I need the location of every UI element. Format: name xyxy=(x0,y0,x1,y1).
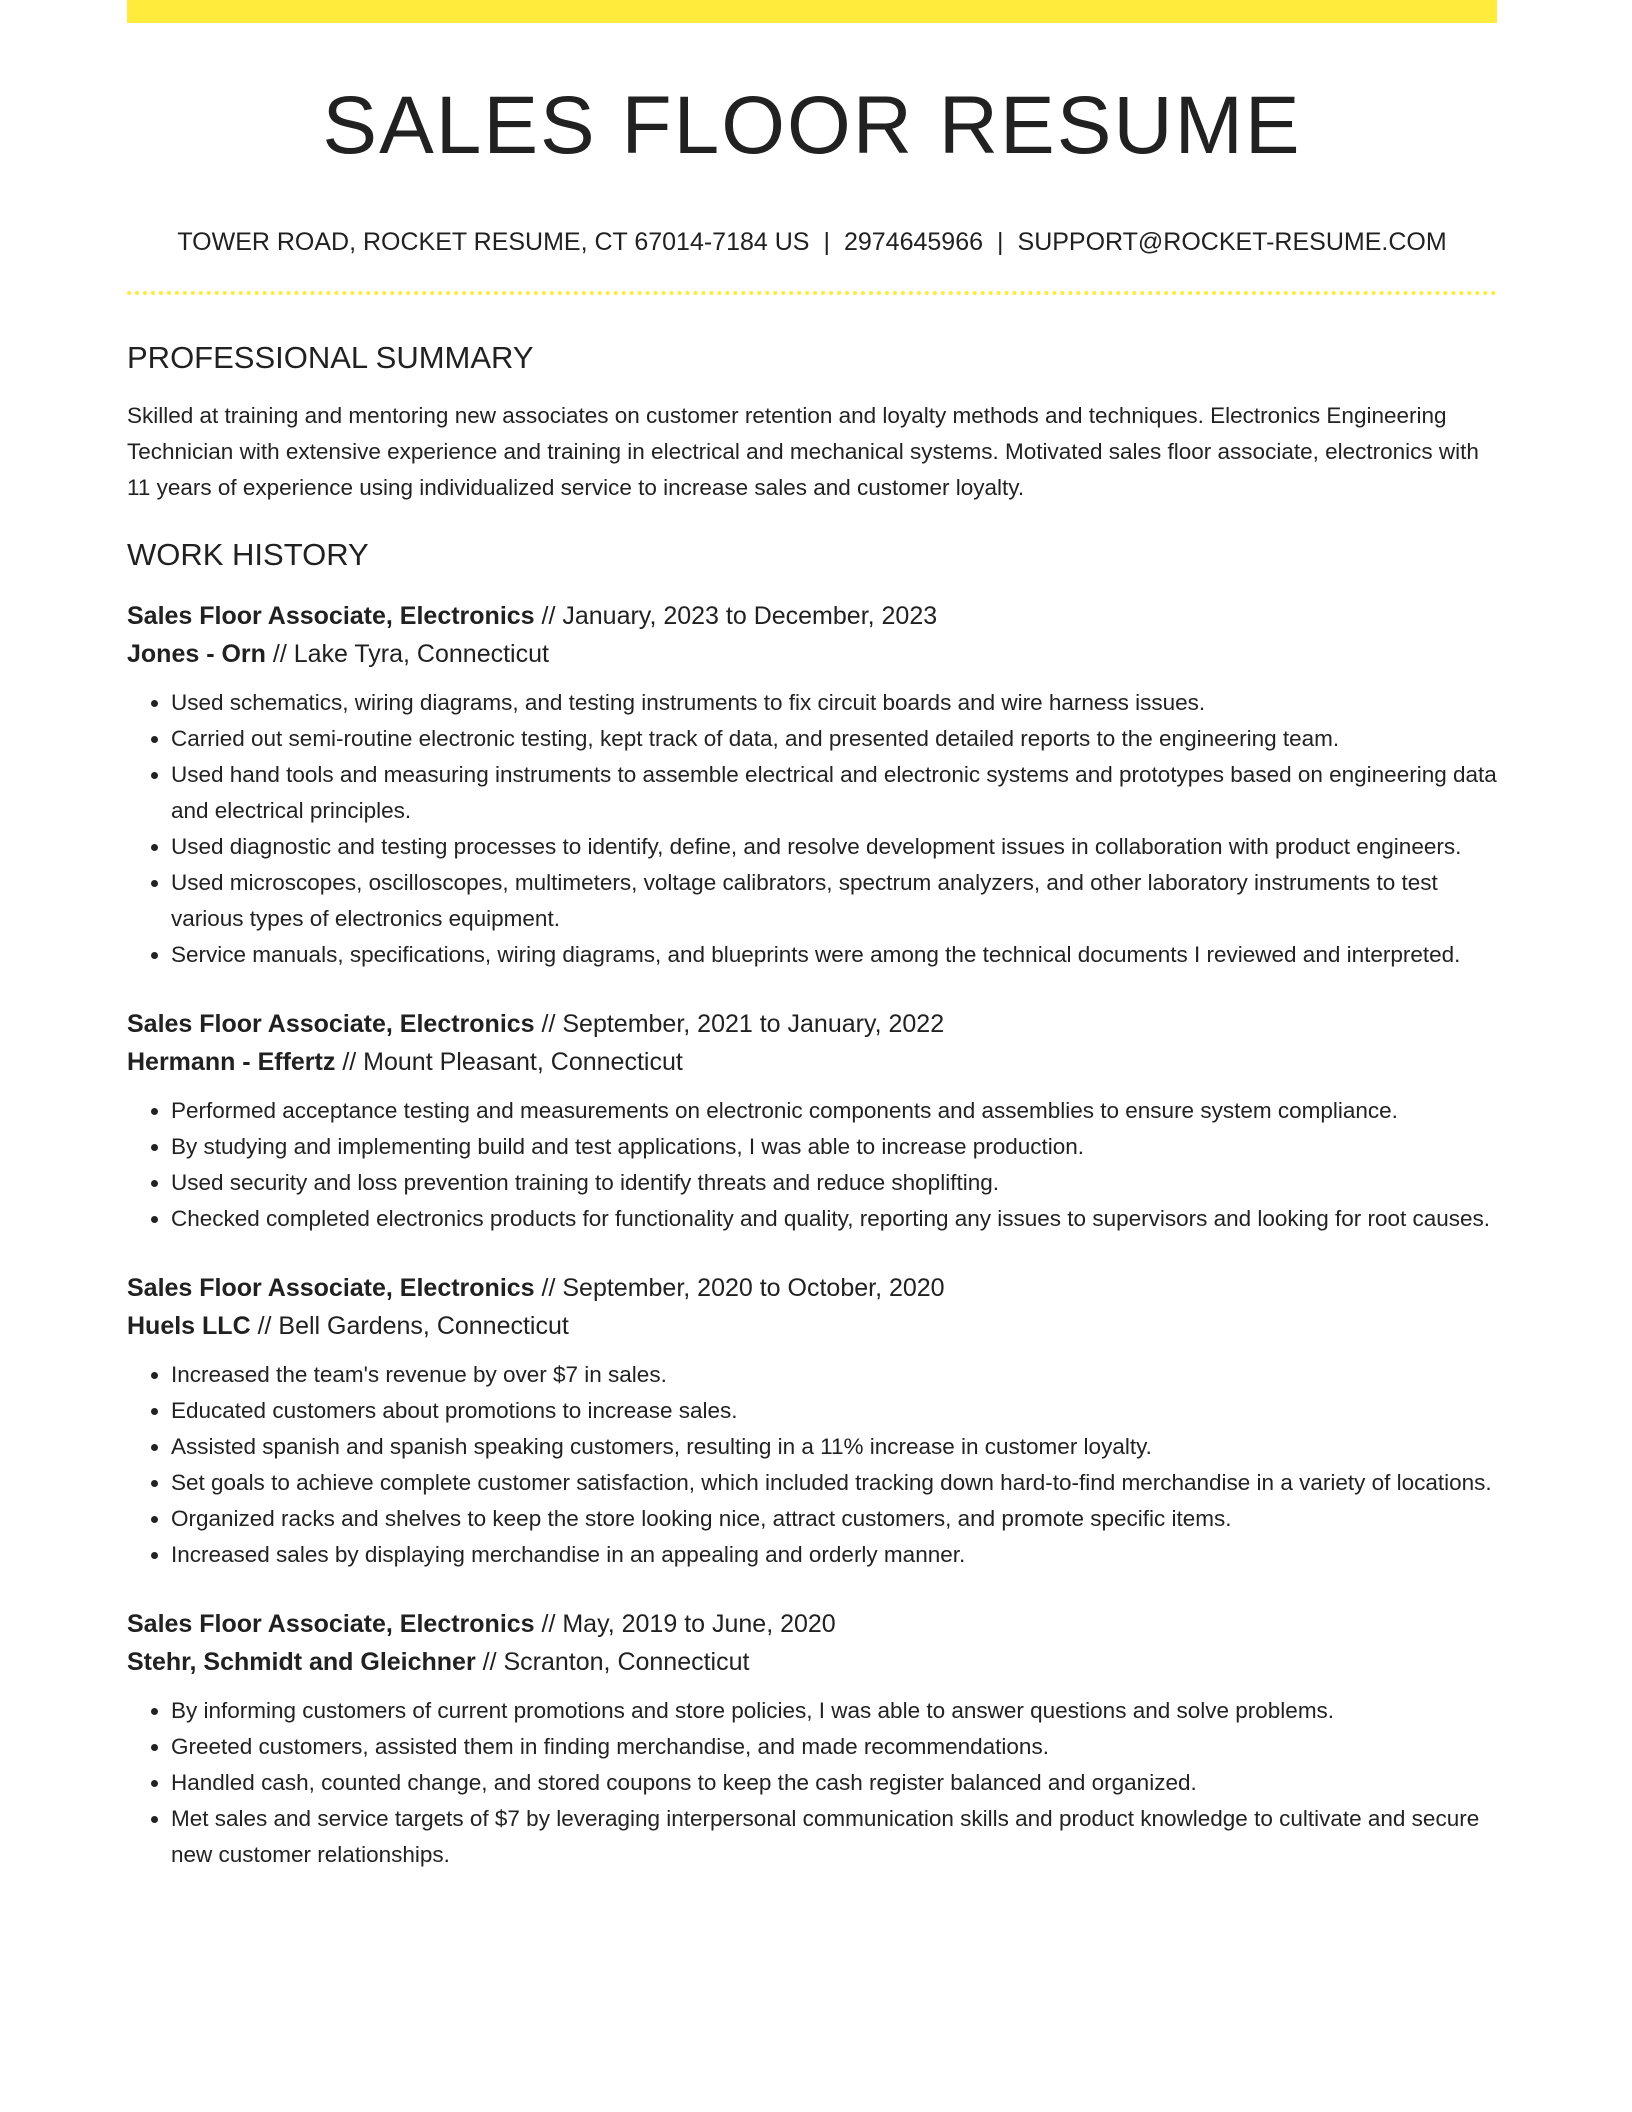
job-company-line xyxy=(127,1643,1497,1681)
job-bullet: • Service manuals, specifications, wiring diagrams, and blueprints were among the technical documents I reviewed and interpreted. xyxy=(171,937,1497,973)
job-bullet: • Assisted spanish and spanish speaking customers, resulting in a 11% increase in customer loyalty. xyxy=(171,1429,1497,1465)
job-bullets xyxy=(127,1357,1497,1573)
job-bullets xyxy=(127,1093,1497,1237)
work-history-heading: WORK HISTORY xyxy=(127,537,369,573)
job-bullet: • Used security and loss prevention training to identify threats and reduce shoplifting. xyxy=(171,1165,1497,1201)
contact-email: SUPPORT@ROCKET-RESUME.COM xyxy=(1017,228,1447,256)
job-company: Hermann - Effertz xyxy=(127,1048,336,1077)
job-company: Jones - Orn xyxy=(127,640,266,669)
contact-phone: 2974645966 xyxy=(843,228,984,256)
summary-text: Skilled at training and mentoring new associates on customer retention and loyalty methods and techniques. Electronics Engineering Technician with extensive experience and training in electrical and mechanical systems. Motivated sales floor associate, electronics with 11 years of experience using individualized service to increase sales and customer loyalty. xyxy=(127,403,1479,501)
summary-heading: PROFESSIONAL SUMMARY xyxy=(127,340,534,375)
job-title: Sales Floor Associate, Electronics xyxy=(127,1274,535,1303)
job-title-line xyxy=(127,1005,1497,1043)
job-location: // Lake Tyra, Connecticut xyxy=(265,640,549,669)
job-bullet: • Used diagnostic and testing processes to identify, define, and resolve development issues in collaboration with product engineers. xyxy=(171,829,1497,865)
job-bullet: • Handled cash, counted change, and stored coupons to keep the cash register balanced and organized. xyxy=(171,1765,1497,1801)
job-title: Sales Floor Associate, Electronics xyxy=(127,1010,535,1039)
resume-page xyxy=(127,0,1497,1873)
job-location: // Mount Pleasant, Connecticut xyxy=(335,1048,683,1077)
job-bullet: • By informing customers of current promotions and store policies, I was able to answer questions and solve problems. xyxy=(171,1693,1497,1729)
dotted-divider xyxy=(127,291,1497,295)
job-dates: // September, 2021 to January, 2022 xyxy=(534,1010,945,1039)
job-dates: // May, 2019 to June, 2020 xyxy=(534,1610,836,1639)
job-bullet: • Educated customers about promotions to increase sales. xyxy=(171,1393,1497,1429)
accent-bar xyxy=(127,0,1497,23)
job-entry xyxy=(127,1269,1497,1573)
job-bullet: • Set goals to achieve complete customer satisfaction, which included tracking down hard-to-find merchandise in a variety of locations. xyxy=(171,1465,1497,1501)
job-company: Stehr, Schmidt and Gleichner xyxy=(127,1648,476,1677)
contact-separator: | xyxy=(823,228,830,256)
job-bullets xyxy=(127,685,1497,973)
job-bullet: • Greeted customers, assisted them in finding merchandise, and made recommendations. xyxy=(171,1729,1497,1765)
job-bullet: • Used hand tools and measuring instruments to assemble electrical and electronic systems and prototypes based on engineering data and electrical principles. xyxy=(171,757,1497,829)
contact-line xyxy=(127,227,1497,257)
contact-address: TOWER ROAD, ROCKET RESUME, CT 67014-7184 US xyxy=(177,228,810,256)
job-bullet: • Used microscopes, oscilloscopes, multimeters, voltage calibrators, spectrum analyzers, and other laboratory instruments to test various types of electronics equipment. xyxy=(171,865,1497,937)
job-title: Sales Floor Associate, Electronics xyxy=(127,602,535,631)
job-bullet: • Checked completed electronics products for functionality and quality, reporting any issues to supervisors and looking for root causes. xyxy=(171,1201,1497,1237)
job-entry xyxy=(127,597,1497,973)
job-location: // Bell Gardens, Connecticut xyxy=(250,1312,569,1341)
job-company-line xyxy=(127,635,1497,673)
job-entry xyxy=(127,1005,1497,1237)
job-title-line xyxy=(127,597,1497,635)
job-bullet: • Organized racks and shelves to keep the store looking nice, attract customers, and promote specific items. xyxy=(171,1501,1497,1537)
job-title: Sales Floor Associate, Electronics xyxy=(127,1610,535,1639)
job-bullet: • Met sales and service targets of $7 by leveraging interpersonal communication skills and product knowledge to cultivate and secure new customer relationships. xyxy=(171,1801,1497,1873)
job-title-line xyxy=(127,1269,1497,1307)
job-bullet: • Increased the team's revenue by over $7 in sales. xyxy=(171,1357,1497,1393)
job-bullet: • Increased sales by displaying merchandise in an appealing and orderly manner. xyxy=(171,1537,1497,1573)
job-location: // Scranton, Connecticut xyxy=(475,1648,750,1677)
resume-title: SALES FLOOR RESUME xyxy=(322,80,1302,171)
job-entry xyxy=(127,1605,1497,1873)
job-bullet: • Used schematics, wiring diagrams, and testing instruments to fix circuit boards and wire harness issues. xyxy=(171,685,1497,721)
job-title-line xyxy=(127,1605,1497,1643)
job-company-line xyxy=(127,1043,1497,1081)
job-company: Huels LLC xyxy=(127,1312,251,1341)
job-bullet: • Carried out semi-routine electronic testing, kept track of data, and presented detailed reports to the engineering team. xyxy=(171,721,1497,757)
job-dates: // September, 2020 to October, 2020 xyxy=(534,1274,945,1303)
job-dates: // January, 2023 to December, 2023 xyxy=(534,602,938,631)
job-bullet: • Performed acceptance testing and measurements on electronic components and assemblies to ensure system compliance. xyxy=(171,1093,1497,1129)
contact-separator: | xyxy=(997,228,1004,256)
job-bullet: • By studying and implementing build and test applications, I was able to increase production. xyxy=(171,1129,1497,1165)
job-bullets xyxy=(127,1693,1497,1873)
job-company-line xyxy=(127,1307,1497,1345)
